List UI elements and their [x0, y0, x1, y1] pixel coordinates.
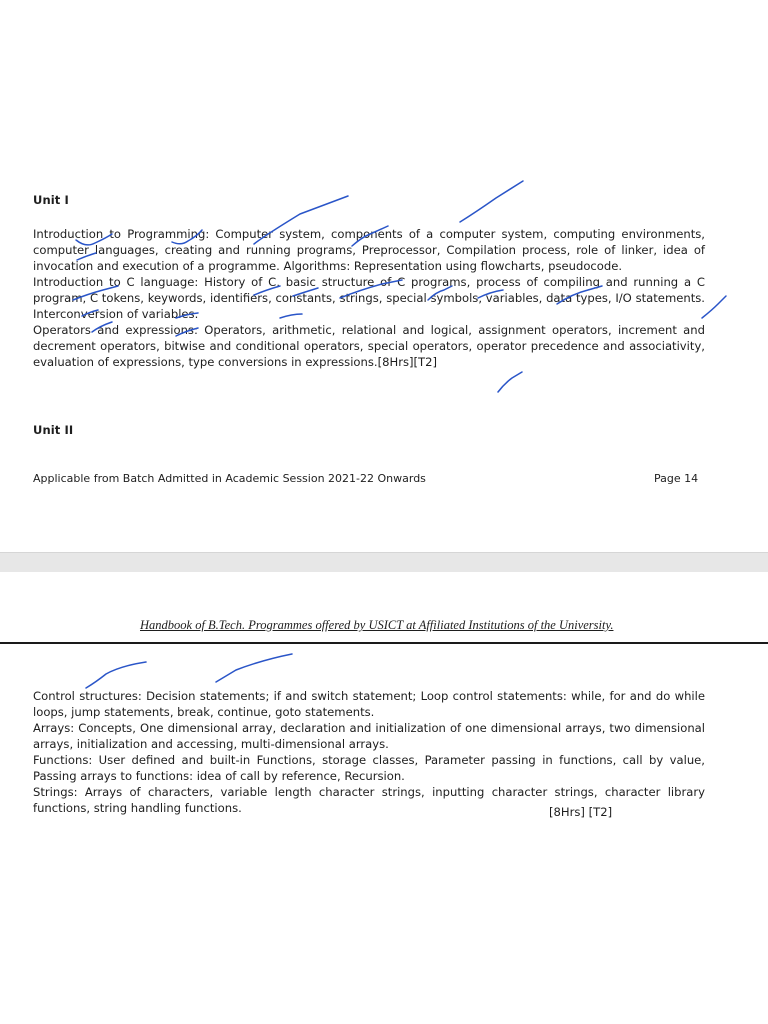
handbook-running-header: Handbook of B.Tech. Programmes offered by USICT at Affiliated Institutions of the University.	[140, 618, 614, 632]
pen-tick-mark	[460, 181, 523, 222]
syllabus-paragraph-operators: Operators and expressions: Operators, arithmetic, relational and logical, assignment operators, increment and decrement operators, bitwise and conditional operators, special operators, operator precedence and associativity, evaluation of expressions, type conversions in expressions.[8Hrs][T2]	[33, 323, 705, 369]
page-separator	[0, 552, 768, 574]
page-footer-page-number: Page 14	[654, 472, 699, 485]
unit-1-syllabus	[33, 226, 705, 370]
syllabus-paragraph-c-language-intro: Introduction to C language: History of C, basic structure of C programs, process of compiling and running a C program, C tokens, keywords, identifiers, constants, strings, special symbols, variables, data types, I/O statements. Interconversion of variables.	[33, 275, 705, 321]
unit-1-heading: Unit I	[33, 193, 69, 207]
syllabus-paragraph-programming-intro: Introduction to Programming: Computer system, components of a computer system, computing environments, computer languages, creating and running programs, Preprocessor, Compilation process, role of linker, idea of invocation and execution of a programme. Algorithms: Representation using flowcharts, pseudocode.	[33, 227, 705, 273]
page-15-sheet	[0, 572, 768, 1024]
unit-2-heading: Unit II	[33, 423, 74, 437]
page-footer-batch-note: Applicable from Batch Admitted in Academic Session 2021-22 Onwards	[33, 472, 426, 485]
pen-tick-mark	[86, 662, 146, 688]
syllabus-paragraph-control-structures: Control structures: Decision statements; if and switch statement; Loop control statements: while, for and do while loops, jump statements, break, continue, goto statements.	[33, 689, 705, 719]
pen-tick-mark	[216, 654, 292, 682]
syllabus-paragraph-functions: Functions: User defined and built-in Functions, storage classes, Parameter passing in functions, call by value, Passing arrays to functions: idea of call by reference, Recursion.	[33, 753, 705, 783]
unit-2-syllabus	[33, 688, 705, 816]
syllabus-paragraph-arrays: Arrays: Concepts, One dimensional array, declaration and initialization of one dimensional arrays, two dimensional arrays, initialization and accessing, multi-dimensional arrays.	[33, 721, 705, 751]
pen-tick-mark	[498, 372, 522, 392]
pen-tick-mark	[702, 296, 726, 318]
header-rule	[0, 642, 768, 644]
hours-reference-tag: [8Hrs] [T2]	[549, 805, 613, 819]
syllabus-paragraph-strings: Strings: Arrays of characters, variable length character strings, inputting character strings, character library functions, string handling functions.	[33, 785, 705, 815]
